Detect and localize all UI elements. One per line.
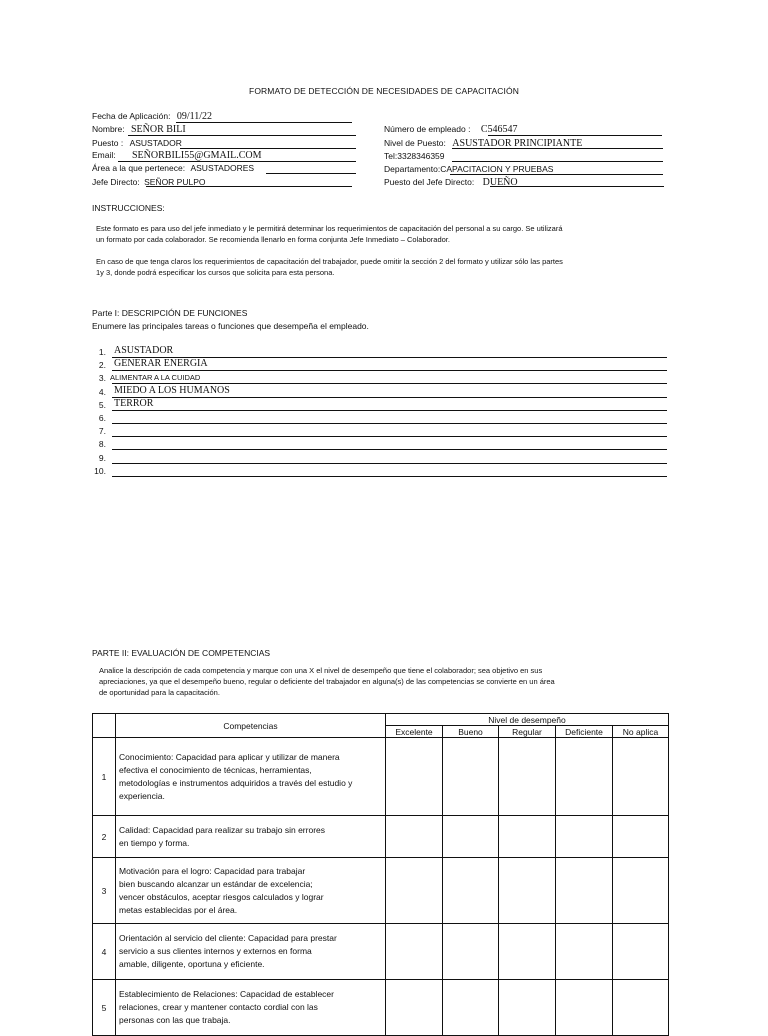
cell-excelente[interactable] — [386, 816, 443, 858]
jefe-label: Jefe Directo: — [92, 177, 140, 187]
header-number-cell — [93, 714, 116, 738]
table-row — [93, 858, 669, 924]
header-nivel-desempeno: Nivel de desempeño — [386, 714, 669, 726]
depto-underline — [450, 174, 663, 175]
cell-bueno[interactable] — [443, 816, 499, 858]
area-label: Área a la que pertenece: — [92, 163, 186, 173]
cell-excelente[interactable] — [386, 738, 443, 816]
part2-intro-line1: Analice la descripción de cada competencia y marque con una X el nivel de desempeño que tiene el colaborador; sea objetivo en sus — [99, 666, 543, 675]
puesto-jefe-underline — [490, 186, 664, 187]
puesto-field — [92, 138, 182, 148]
list-item-value: TERROR — [114, 397, 154, 409]
description-line: metodologías e instrumentos adquiridos a través del estudio y — [119, 777, 353, 788]
description-line: Orientación al servicio del cliente: Capacidad para prestar — [119, 933, 337, 943]
description-line: Conocimiento: Capacidad para aplicar y utilizar de manera — [119, 751, 340, 762]
cell-no-aplica[interactable] — [613, 980, 669, 1036]
part2-heading: PARTE II: EVALUACIÓN DE COMPETENCIAS — [92, 648, 271, 658]
list-item — [90, 345, 668, 358]
cell-regular[interactable] — [499, 858, 556, 924]
description-line: Establecimiento de Relaciones: Capacidad de establecer — [119, 989, 334, 999]
email-field — [92, 150, 262, 161]
row-number: 5 — [93, 980, 116, 1036]
description-line: efectiva el conocimiento de técnicas, herramientas, — [119, 764, 312, 775]
nombre-underline — [128, 135, 356, 136]
table-row — [93, 924, 669, 980]
cell-bueno[interactable] — [443, 980, 499, 1036]
tel-field — [384, 151, 445, 161]
list-item-number: 8. — [98, 439, 106, 450]
instructions-p2-line2: 1y 3, donde podrá especificar los cursos que solicita para esta persona. — [96, 268, 335, 277]
list-item-number: 3. — [98, 373, 106, 384]
part2-intro-line3: de oportunidad para la capacitación. — [99, 688, 220, 697]
fecha-underline — [176, 122, 352, 123]
jefe-value: SEÑOR PULPO — [144, 177, 206, 187]
functions-list — [90, 345, 668, 477]
row-number: 4 — [93, 924, 116, 980]
list-item-value: GENERAR ENERGIA — [114, 358, 208, 370]
list-item-number: 7. — [98, 426, 106, 437]
part1-subheading: Enumere las principales tareas o funciones que desempeña el empleado. — [92, 321, 369, 331]
competency-description — [116, 738, 386, 816]
description-line: servicio a sus clientes internos y externos en forma — [119, 946, 312, 956]
cell-deficiente[interactable] — [556, 858, 613, 924]
instructions-paragraph-1 — [96, 223, 696, 245]
instructions-p1-line1: Este formato es para uso del jefe inmediato y le permitirá determinar los requerimientos de capacitación del personal a su cargo. Se utilizará — [96, 224, 563, 233]
cell-no-aplica[interactable] — [613, 924, 669, 980]
instructions-p1-line2: un formato por cada colaborador. Se recomienda llenarlo en forma conjunta Jefe Inmediato – Colaborador. — [96, 235, 450, 244]
numero-value: C546547 — [480, 124, 518, 135]
instructions-paragraph-2 — [96, 256, 696, 278]
cell-regular[interactable] — [499, 738, 556, 816]
puesto-underline — [180, 148, 356, 149]
nombre-value: SEÑOR BILI — [130, 124, 186, 135]
list-item-number: 10. — [94, 465, 106, 476]
header-competencias: Competencias — [116, 714, 386, 738]
nivel-value: ASUSTADOR PRINCIPIANTE — [452, 138, 583, 149]
cell-no-aplica[interactable] — [613, 858, 669, 924]
tel-label: Tel: — [384, 151, 398, 161]
area-field — [92, 163, 254, 173]
puesto-label: Puesto : — [92, 138, 124, 148]
list-item — [90, 464, 668, 477]
description-line: bien buscando alcanzar un estándar de excelencia; — [119, 878, 313, 889]
list-item — [90, 358, 668, 371]
competency-description — [116, 980, 386, 1036]
fecha-label: Fecha de Aplicación: — [92, 111, 171, 121]
list-item — [90, 451, 668, 464]
header-level-no-aplica: No aplica — [613, 726, 669, 738]
cell-excelente[interactable] — [386, 980, 443, 1036]
cell-bueno[interactable] — [443, 858, 499, 924]
part2-intro — [99, 665, 679, 698]
description-line: en tiempo y forma. — [119, 837, 190, 848]
area-value: ASUSTADORES — [190, 163, 255, 173]
description-line: Motivación para el logro: Capacidad para trabajar — [119, 865, 306, 876]
row-number: 1 — [93, 738, 116, 816]
list-item-number: 6. — [98, 412, 106, 423]
competency-description — [116, 858, 386, 924]
competency-description — [116, 816, 386, 858]
table-row — [93, 738, 669, 816]
row-number: 2 — [93, 816, 116, 858]
description-line: experiencia. — [119, 790, 165, 801]
list-item-number: 4. — [98, 386, 106, 397]
header-level-bueno: Bueno — [443, 726, 499, 738]
email-underline — [118, 161, 356, 162]
jefe-underline — [146, 186, 352, 187]
cell-regular[interactable] — [499, 924, 556, 980]
competency-description — [116, 924, 386, 980]
description-line: metas establecidas por el área. — [119, 904, 238, 915]
nivel-label: Nivel de Puesto: — [384, 138, 446, 148]
fecha-field — [92, 111, 212, 122]
numero-label: Número de empleado : — [384, 124, 471, 134]
header-level-regular: Regular — [499, 726, 556, 738]
area-underline — [266, 173, 356, 174]
cell-deficiente[interactable] — [556, 924, 613, 980]
list-item — [90, 385, 668, 398]
cell-no-aplica[interactable] — [613, 816, 669, 858]
list-item-value: ASUSTADOR — [114, 345, 174, 356]
tel-value: 3328346359 — [397, 151, 445, 161]
cell-bueno[interactable] — [443, 924, 499, 980]
competencies-table — [92, 713, 669, 1036]
list-item-value: MIEDO A LOS HUMANOS — [114, 384, 230, 396]
description-line: Calidad: Capacidad para realizar su trabajo sin errores — [119, 824, 325, 835]
row-number: 3 — [93, 858, 116, 924]
list-item — [90, 424, 668, 437]
list-item-line — [112, 476, 667, 477]
list-item — [90, 398, 668, 411]
header-level-deficiente: Deficiente — [556, 726, 613, 738]
nivel-underline — [452, 148, 663, 149]
cell-excelente[interactable] — [386, 924, 443, 980]
puesto-jefe-label: Puesto del Jefe Directo: — [384, 177, 475, 187]
numero-underline — [488, 135, 662, 136]
part2-intro-line2: apreciaciones, ya que el desempeño bueno, regular o deficiente del trabajador en alguna(s) de las competencias se convierte en un área — [99, 677, 555, 686]
puesto-jefe-value: DUEÑO — [482, 177, 518, 188]
list-item — [90, 437, 668, 450]
fecha-value: 09/11/22 — [176, 111, 213, 122]
list-item-value: ALIMENTAR A LA CUIDAD — [110, 373, 201, 383]
instructions-p2-line1: En caso de que tenga claros los requerimientos de capacitación del trabajador, puede omitir la sección 2 del formato y utilizar sólo las partes — [96, 257, 563, 266]
depto-field — [384, 164, 553, 174]
list-item-number: 2. — [98, 360, 106, 371]
document-title: FORMATO DE DETECCIÓN DE NECESIDADES DE CAPACITACIÓN — [249, 86, 519, 96]
table-row — [93, 816, 669, 858]
tel-underline — [452, 161, 663, 162]
nombre-field — [92, 124, 186, 135]
list-item-number: 9. — [98, 452, 106, 463]
cell-regular[interactable] — [499, 980, 556, 1036]
list-item — [90, 371, 668, 384]
description-line: personas con las que trabaja. — [119, 1015, 231, 1025]
table-row — [93, 980, 669, 1036]
cell-deficiente[interactable] — [556, 980, 613, 1036]
numero-field — [384, 124, 518, 135]
cell-deficiente[interactable] — [556, 816, 613, 858]
instructions-heading: INSTRUCCIONES: — [92, 203, 165, 213]
nombre-label: Nombre: — [92, 124, 125, 134]
depto-label: Departamento: — [384, 164, 441, 174]
depto-value: CAPACITACION Y PRUEBAS — [440, 164, 554, 174]
email-label: Email: — [92, 150, 116, 160]
cell-regular[interactable] — [499, 816, 556, 858]
cell-deficiente[interactable] — [556, 738, 613, 816]
description-line: vencer obstáculos, aceptar riesgos calculados y lograr — [119, 891, 324, 902]
cell-no-aplica[interactable] — [613, 738, 669, 816]
description-line: relaciones, crear y mantener contacto cordial con las — [119, 1002, 318, 1012]
cell-excelente[interactable] — [386, 858, 443, 924]
part1-heading: Parte I: DESCRIPCIÓN DE FUNCIONES — [92, 308, 248, 318]
list-item — [90, 411, 668, 424]
header-level-excelente: Excelente — [386, 726, 443, 738]
list-item-number: 5. — [98, 399, 106, 410]
cell-bueno[interactable] — [443, 738, 499, 816]
puesto-value: ASUSTADOR — [129, 138, 182, 148]
email-value: SEÑORBILI55@GMAIL.COM — [132, 150, 262, 161]
list-item-number: 1. — [98, 347, 106, 357]
description-line: amable, diligente, oportuna y eficiente. — [119, 959, 265, 969]
